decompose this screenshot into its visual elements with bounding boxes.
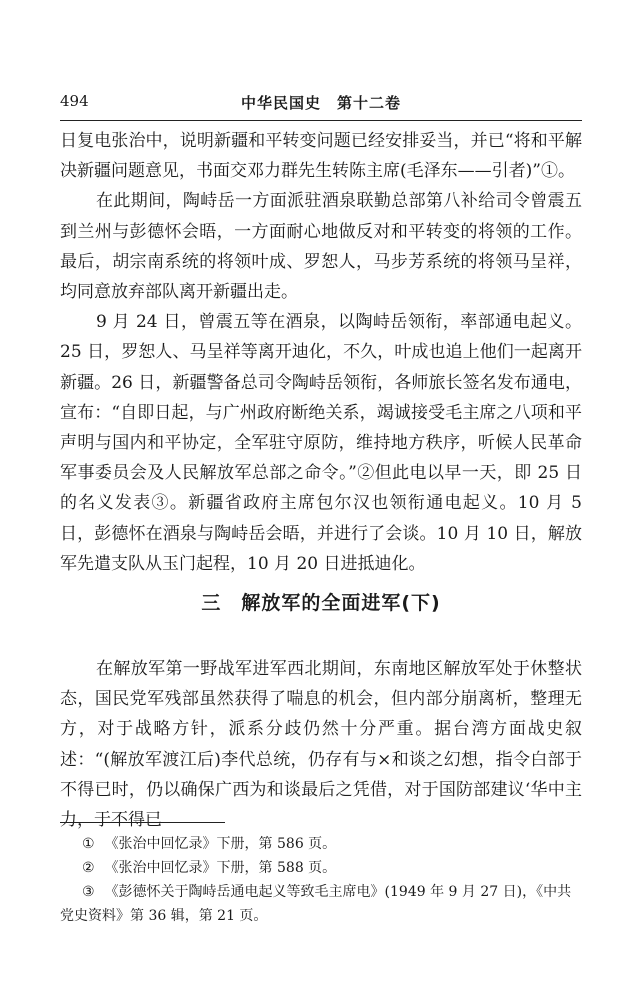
footnote-text: 《张治中回忆录》下册，第 588 页。	[104, 860, 337, 876]
running-title: 中华民国史 第十二卷	[240, 94, 401, 112]
footnotes	[60, 832, 582, 928]
footnote-mark: ①	[82, 836, 95, 852]
page-header	[60, 92, 582, 116]
body-text-bottom	[60, 654, 582, 835]
paragraph-1: 日复电张治中，说明新疆和平转变问题已经安排妥当，并已“将和平解决新疆问题意见，书面交邓力群先生转陈主席(毛泽东——引者)”①。	[60, 131, 582, 182]
footnote-mark: ③	[82, 884, 95, 900]
footnote-rule	[60, 822, 225, 823]
footnote-1	[60, 832, 582, 856]
header-rule	[60, 120, 582, 121]
footnote-3	[60, 880, 582, 928]
footnote-text: 《彭德怀关于陶峙岳通电起义等致毛主席电》(1949 年 9 月 27 日)，《中共党史资料》第 36 辑，第 21 页。	[60, 884, 572, 924]
footnote-mark: ②	[82, 860, 95, 876]
paragraph-3: 9 月 24 日，曾震五等在酒泉，以陶峙岳领衔，率部通电起义。25 日，罗恕人、马呈祥等离开迪化，不久，叶成也追上他们一起离开新疆。26 日，新疆警备总司令陶峙岳领衔，各师旅长签名发布通电，宣布：“自即日起，与广州政府断绝关系，竭诚接受毛主席之八项和平声明与国内和平协定，全军驻守原防，维持地方秩序，听候人民革命军事委员会及人民解放军总部之命令。”②但此电以早一天，即 25 日的名义发表③。新疆省政府主席包尔汉也领衔通电起义。10 月 5 日，彭德怀在酒泉与陶峙岳会晤，并进行了会谈。10 月 10 日，解放军先遣支队从玉门起程，10 月 20 日进抵迪化。	[60, 312, 582, 574]
section-heading: 三 解放军的全面进军(下)	[201, 592, 441, 614]
body-text-top	[60, 126, 582, 579]
footnote-text: 《张治中回忆录》下册，第 586 页。	[104, 836, 337, 852]
page-number: 494	[60, 92, 89, 110]
paragraph-4: 在解放军第一野战军进军西北期间，东南地区解放军处于休整状态，国民党军残部虽然获得了喘息的机会，但内部分崩离析，整理无方，对于战略方针，派系分歧仍然十分严重。据台湾方面战史叙述：“(解放军渡江后)李代总统，仍存有与×和谈之幻想，指令白部于不得已时，仍以确保广西为和谈最后之凭借，对于国防部建议‘华中主力，于不得已	[60, 659, 582, 831]
paragraph-2: 在此期间，陶峙岳一方面派驻酒泉联勤总部第八补给司令曾震五到兰州与彭德怀会晤，一方面耐心地做反对和平转变的将领的工作。最后，胡宗南系统的将领叶成、罗恕人，马步芳系统的将领马呈祥，均同意放弃部队离开新疆出走。	[60, 191, 582, 303]
footnote-2	[60, 856, 582, 880]
